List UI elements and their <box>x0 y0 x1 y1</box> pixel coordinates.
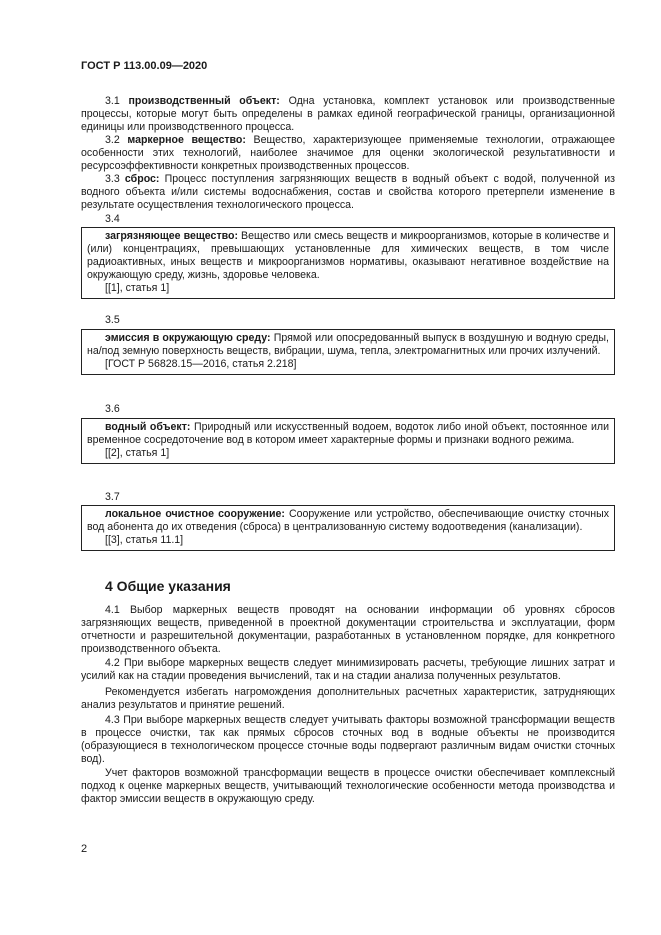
term-name: локальное очистное сооружение: <box>105 508 285 520</box>
term-number: 3.7 <box>105 491 120 503</box>
term-number: 3.2 <box>105 134 120 146</box>
term-box-3-6 <box>81 418 615 464</box>
term-number: 3.6 <box>105 403 120 415</box>
term-3-1 <box>81 95 615 134</box>
term-number: 3.3 <box>105 173 120 185</box>
section-heading: 4 Общие указания <box>105 578 231 594</box>
term-3-3 <box>81 173 615 212</box>
term-definition: Прямой или опосредованный выпуск в воздушную и водную среды, на/под земную поверхность веществ, вибрации, шума, тепла, электромагнитных или прочих излучений. <box>87 332 609 358</box>
term-box-3-4 <box>81 227 615 299</box>
term-definition: Вещество, характеризующее применяемые технологии, отражающее особенности этих технологий, наиболее значимое для оценки экологической результативности и ресурсоэффективности конкретных производственных процессов. <box>81 134 616 173</box>
term-definition: Вещество или смесь веществ и микроорганизмов, которые в количестве и (или) концентрациях, превышающих установленные для химических веществ, в том числе радиоактивных, иных веществ и микроорганизмов нормативы, оказывают негативное воздействие на окружающую среду, жизнь, здоровье человека. <box>87 230 609 282</box>
term-3-2 <box>81 134 615 173</box>
term-name: загрязняющее вещество: <box>105 230 238 242</box>
term-source: [[1], статья 1] <box>105 282 170 295</box>
term-box-3-7 <box>81 505 615 551</box>
term-number: 3.5 <box>105 314 120 326</box>
term-definition: Одна установка, комплект установок или производственные процессы, которые могут быть определены в рамках единой географической границы, организационной единицы или производственного процесса. <box>81 95 615 134</box>
paragraph-4-2: 4.2 При выборе маркерных веществ следует минимизировать расчеты, требующие лишних затрат и усилий как на стадии проведения вычислений, так и на стадии анализа полученных результатов. <box>81 657 615 683</box>
paragraph-4-3-note: Учет факторов возможной трансформации веществ в процессе очистки обеспечивает комплексный подход к оценке маркерных веществ, учитывающий технологические особенности метода производства и фактор эмиссии веществ в окружающую среду. <box>81 767 615 806</box>
page-number: 2 <box>81 843 88 855</box>
term-definition: Природный или искусственный водоем, водоток либо иной объект, постоянное или временное сосредоточение вод в котором имеет характерные формы и признаки водного режима. <box>87 421 609 447</box>
term-name: маркерное вещество: <box>127 134 246 146</box>
term-box-3-5 <box>81 329 615 375</box>
term-definition: Сооружение или устройство, обеспечивающие очистку сточных вод абонента до их отведения (сброса) в централизованную систему водоотведения (канализации). <box>87 508 609 534</box>
term-name: сброс: <box>124 173 160 185</box>
term-source: [ГОСТ Р 56828.15—2016, статья 2.218] <box>105 358 297 371</box>
term-name: водный объект: <box>105 421 191 433</box>
term-source: [[2], статья 1] <box>105 447 170 460</box>
term-name: эмиссия в окружающую среду: <box>105 332 271 344</box>
term-number: 3.1 <box>105 95 120 107</box>
term-definition: Процесс поступления загрязняющих веществ в водный объект с водой, полученной из водного объекта и/или системы водоснабжения, состав и свойства которого претерпели изменение в результате осуществления технологического процесса. <box>81 173 615 212</box>
term-source: [[3], статья 11.1] <box>105 534 184 547</box>
paragraph-4-3: 4.3 При выборе маркерных веществ следует учитывать факторы возможной трансформации веществ в процессе очистки, так как прямых сбросов сточных вод в водные объекты не производится (образующиеся в технологическом процессе сточные воды подвергают различным видам очистки сточных вод). <box>81 714 615 766</box>
term-name: производственный объект: <box>128 95 280 107</box>
paragraph-4-1: 4.1 Выбор маркерных веществ проводят на основании информации об уровнях сбросов загрязняющих веществ, приведенной в проектной документации строительства и эксплуатации, форм отчетности и разрешительной документации, разработанных в установленном порядке, для конкретного производственного объекта. <box>81 604 615 656</box>
document-header: ГОСТ Р 113.00.09—2020 <box>81 60 208 72</box>
term-number: 3.4 <box>105 213 120 225</box>
paragraph-4-2-note: Рекомендуется избегать нагромождения дополнительных расчетных характеристик, затрудняющих анализ результатов и принятие решений. <box>81 686 615 712</box>
